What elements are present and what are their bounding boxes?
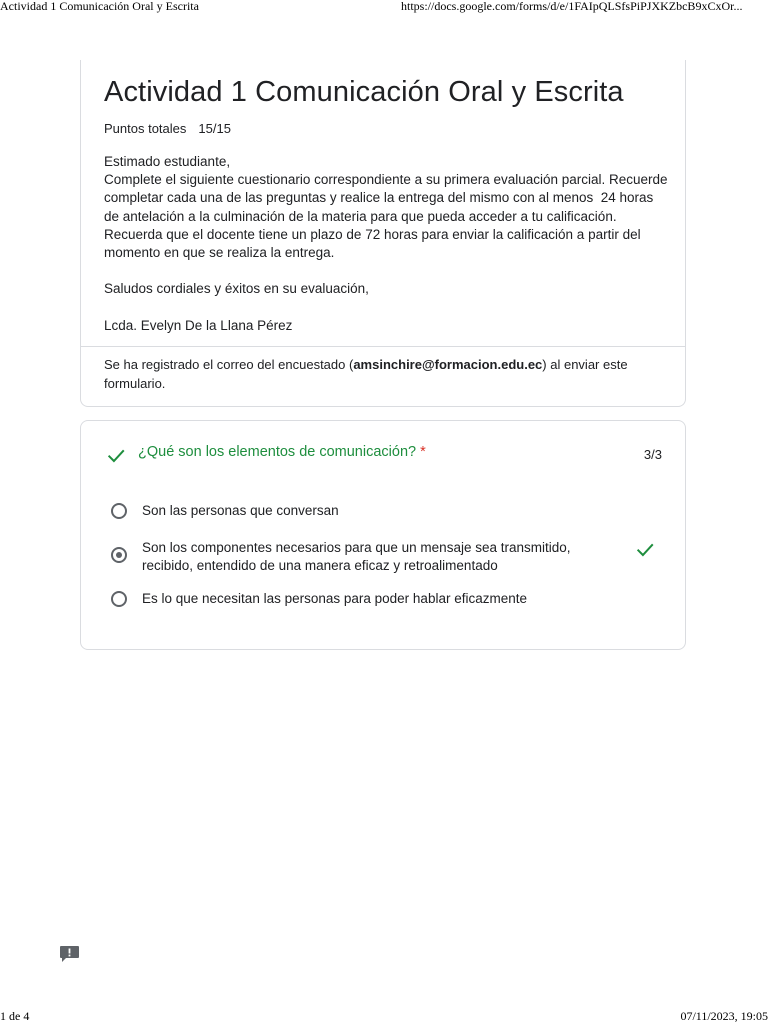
total-points-value: 15/15 [198, 121, 231, 136]
email-notice [104, 356, 669, 393]
print-footer-page: 1 de 4 [0, 1009, 30, 1023]
respondent-email: amsinchire@formacion.edu.ec [353, 357, 543, 372]
check-icon [106, 446, 126, 466]
header-divider [81, 346, 685, 347]
radio-button[interactable] [111, 503, 127, 519]
answer-option-label: Es lo que necesitan las personas para poder hablar eficazmente [142, 591, 527, 606]
form-description: Estimado estudiante, Complete el siguiente cuestionario correspondiente a su primera evaluación parcial. Recuerde completar cada una de las preguntas y realice la entrega del mismo con al menos 24 horas de antelación a la culminación de la materia para que pueda acceder a tu calificación. Recuerda que el docente tiene un plazo de 72 horas para enviar la calificación a partir del momento en que se realiza la entrega. Saludos cordiales y éxitos en su evaluación, Lcda. Evelyn De la Llana Pérez [104, 154, 668, 333]
required-asterisk: * [420, 444, 426, 460]
report-feedback-icon[interactable] [59, 945, 80, 964]
question-card [80, 420, 686, 650]
answer-option-label: Son las personas que conversan [142, 503, 339, 518]
total-points [104, 121, 231, 136]
email-notice-prefix: Se ha registrado el correo del encuestado ( [104, 357, 354, 372]
question-score: 3/3 [643, 447, 662, 462]
radio-button-selected[interactable] [111, 547, 127, 563]
form-header-card [80, 60, 686, 407]
email-notice-suffix: ) al enviar este formulario. [104, 357, 628, 391]
question-title-text: ¿Qué son los elementos de comunicación? [138, 444, 417, 460]
form-title: Actividad 1 Comunicación Oral y Escrita [104, 76, 624, 108]
print-header-url: https://docs.google.com/forms/d/e/1FAIpQLSfsPiPJXKZbcB9xCxOr... [401, 0, 743, 13]
correct-answer-check-icon [635, 540, 655, 560]
question-title [138, 444, 426, 460]
print-header-title: Actividad 1 Comunicación Oral y Escrita [0, 0, 199, 13]
radio-button[interactable] [111, 591, 127, 607]
print-footer-datetime: 07/11/2023, 19:05 [680, 1009, 768, 1023]
total-points-label: Puntos totales [104, 121, 187, 136]
answer-option-label: Son los componentes necesarios para que un mensaje sea transmitido, recibido, entendido de una manera eficaz y retroalimentado [142, 540, 571, 573]
